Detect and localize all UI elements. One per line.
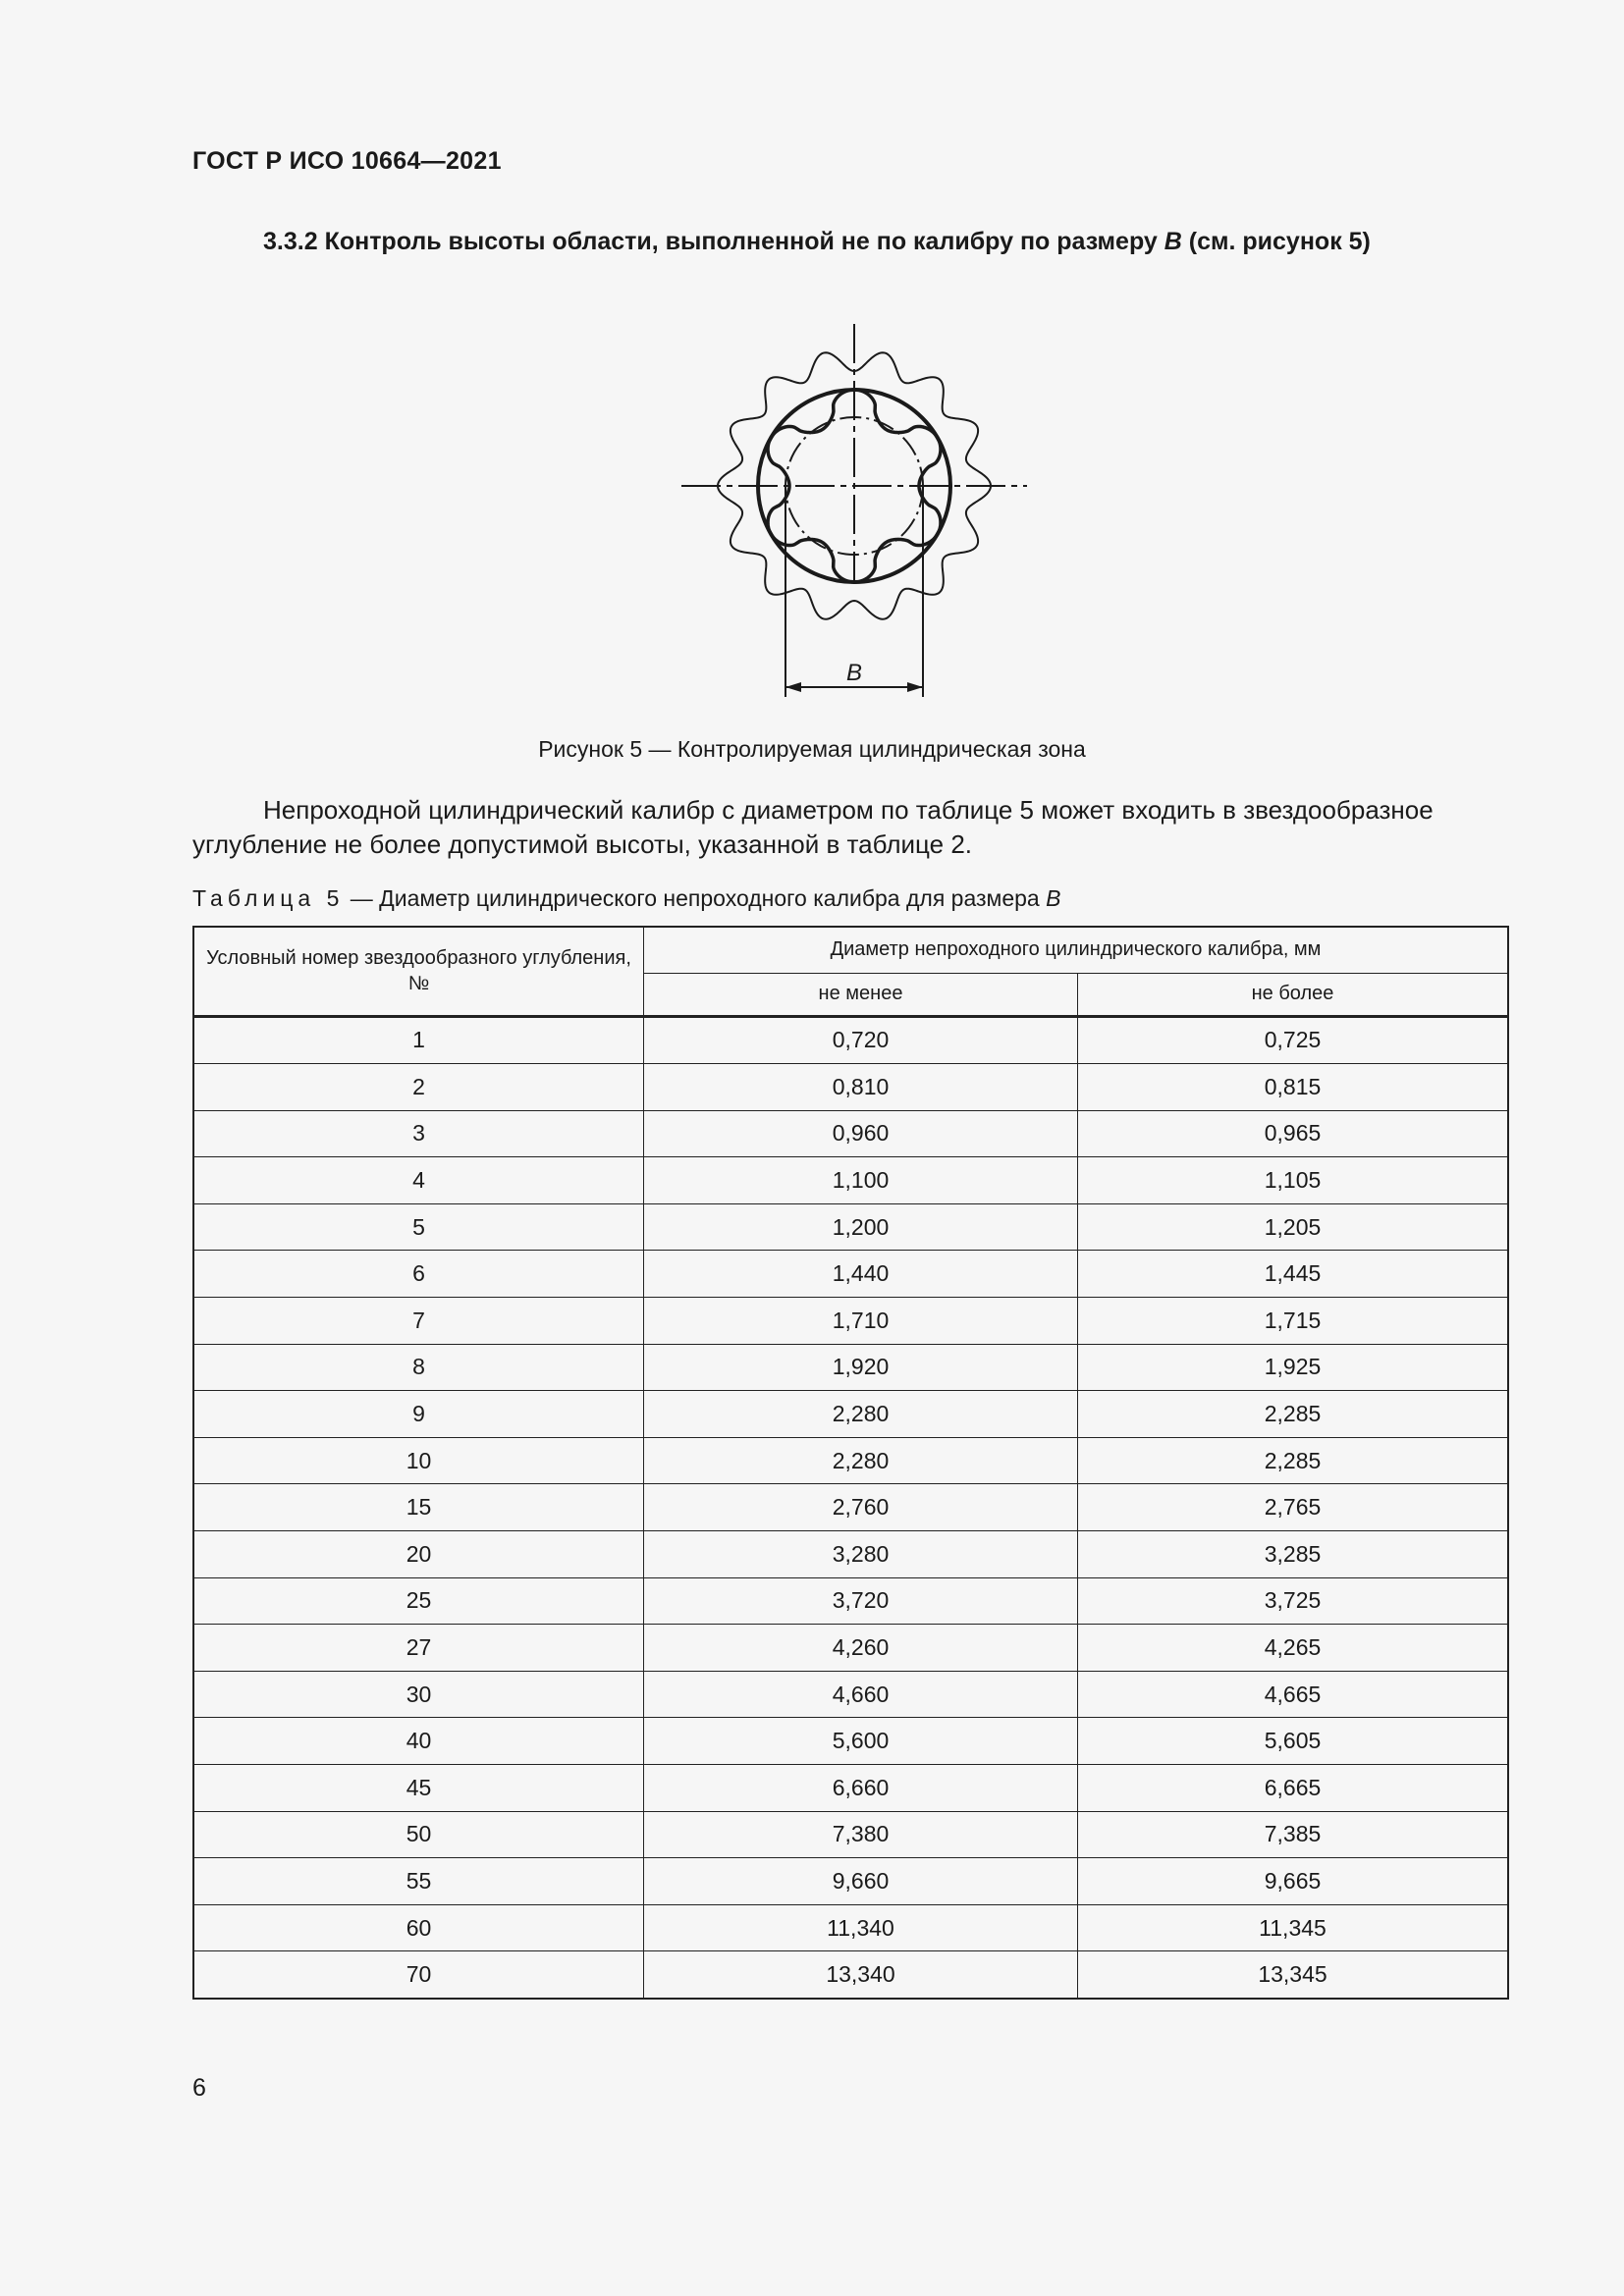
cell-recess-number: 3 (193, 1110, 644, 1157)
cell-max-diameter: 5,605 (1078, 1718, 1509, 1765)
cell-min-diameter: 2,280 (644, 1391, 1078, 1438)
table-row (193, 1110, 1508, 1157)
cell-recess-number: 9 (193, 1391, 644, 1438)
cell-max-diameter: 3,285 (1078, 1531, 1509, 1578)
cell-min-diameter: 9,660 (644, 1858, 1078, 1905)
cell-min-diameter: 1,440 (644, 1251, 1078, 1298)
table-title-text: Диаметр цилиндрического непроходного калибра для размера (379, 885, 1047, 911)
section-title (263, 228, 1371, 256)
cell-max-diameter: 2,765 (1078, 1484, 1509, 1531)
cell-max-diameter: 1,105 (1078, 1157, 1509, 1204)
cell-min-diameter: 7,380 (644, 1811, 1078, 1858)
cell-max-diameter: 0,965 (1078, 1110, 1509, 1157)
table-row (193, 1718, 1508, 1765)
section-number: 3.3.2 (263, 228, 318, 255)
cell-recess-number: 15 (193, 1484, 644, 1531)
cell-max-diameter: 3,725 (1078, 1577, 1509, 1625)
cell-min-diameter: 1,710 (644, 1298, 1078, 1345)
cell-recess-number: 8 (193, 1344, 644, 1391)
table-label: Таблица 5 (192, 885, 345, 911)
cell-max-diameter: 7,385 (1078, 1811, 1509, 1858)
table-row (193, 1344, 1508, 1391)
table-row (193, 1951, 1508, 1999)
section-title-symbol: B (1164, 228, 1182, 255)
header-max: не более (1078, 973, 1509, 1016)
diameter-table (192, 926, 1509, 2000)
cell-min-diameter: 11,340 (644, 1904, 1078, 1951)
cell-recess-number: 30 (193, 1671, 644, 1718)
cell-recess-number: 50 (193, 1811, 644, 1858)
table-row (193, 1484, 1508, 1531)
table-row (193, 1811, 1508, 1858)
section-title-after: (см. рисунок 5) (1181, 228, 1371, 255)
cell-min-diameter: 0,720 (644, 1016, 1078, 1064)
cell-recess-number: 60 (193, 1904, 644, 1951)
cell-max-diameter: 2,285 (1078, 1391, 1509, 1438)
paragraph-text: Непроходной цилиндрический калибр с диаметром по таблице 5 может входить в звездообразное углубление не более допустимой высоты, указанной в таблице 2. (192, 795, 1434, 859)
dimension-label: B (845, 660, 863, 686)
cell-recess-number: 40 (193, 1718, 644, 1765)
cell-recess-number: 45 (193, 1765, 644, 1812)
cell-max-diameter: 1,925 (1078, 1344, 1509, 1391)
table-row (193, 1016, 1508, 1064)
figure-caption: Рисунок 5 — Контролируемая цилиндрическая зона (538, 736, 1086, 762)
cell-max-diameter: 1,445 (1078, 1251, 1509, 1298)
cell-max-diameter: 1,715 (1078, 1298, 1509, 1345)
cell-min-diameter: 1,200 (644, 1203, 1078, 1251)
cell-recess-number: 27 (193, 1625, 644, 1672)
cell-max-diameter: 4,265 (1078, 1625, 1509, 1672)
table-title (192, 885, 1060, 912)
table-row (193, 1391, 1508, 1438)
cell-min-diameter: 0,960 (644, 1110, 1078, 1157)
table-dash: — (344, 885, 380, 911)
cell-min-diameter: 3,720 (644, 1577, 1078, 1625)
cell-recess-number: 25 (193, 1577, 644, 1625)
header-min: не менее (644, 973, 1078, 1016)
cell-max-diameter: 0,725 (1078, 1016, 1509, 1064)
cell-max-diameter: 1,205 (1078, 1203, 1509, 1251)
cell-min-diameter: 0,810 (644, 1064, 1078, 1111)
table-row (193, 1064, 1508, 1111)
table-row (193, 1203, 1508, 1251)
cell-min-diameter: 5,600 (644, 1718, 1078, 1765)
cell-max-diameter: 9,665 (1078, 1858, 1509, 1905)
cell-max-diameter: 13,345 (1078, 1951, 1509, 1999)
document-header: ГОСТ Р ИСО 10664—2021 (192, 147, 502, 175)
table-row (193, 1437, 1508, 1484)
table-row (193, 1765, 1508, 1812)
section-title-before: Контроль высоты области, выполненной не по калибру по размеру (324, 228, 1164, 255)
cell-max-diameter: 0,815 (1078, 1064, 1509, 1111)
cell-min-diameter: 2,280 (644, 1437, 1078, 1484)
table-row (193, 1577, 1508, 1625)
cell-recess-number: 1 (193, 1016, 644, 1064)
cell-recess-number: 20 (193, 1531, 644, 1578)
cell-max-diameter: 11,345 (1078, 1904, 1509, 1951)
dimension-arrow-left (785, 682, 801, 692)
table-title-symbol: B (1046, 885, 1061, 911)
table-row (193, 1251, 1508, 1298)
table-row (193, 1298, 1508, 1345)
cell-max-diameter: 6,665 (1078, 1765, 1509, 1812)
table-row (193, 1904, 1508, 1951)
table-row (193, 1531, 1508, 1578)
figure-star-recess (668, 314, 1041, 707)
cell-min-diameter: 13,340 (644, 1951, 1078, 1999)
cell-recess-number: 2 (193, 1064, 644, 1111)
table-row (193, 1671, 1508, 1718)
cell-recess-number: 70 (193, 1951, 644, 1999)
cell-min-diameter: 1,100 (644, 1157, 1078, 1204)
cell-recess-number: 4 (193, 1157, 644, 1204)
cell-min-diameter: 2,760 (644, 1484, 1078, 1531)
body-paragraph (192, 793, 1513, 862)
cell-recess-number: 6 (193, 1251, 644, 1298)
cell-recess-number: 5 (193, 1203, 644, 1251)
cell-min-diameter: 1,920 (644, 1344, 1078, 1391)
dimension-arrow-right (907, 682, 923, 692)
header-gauge-diameter: Диаметр непроходного цилиндрического калибра, мм (644, 927, 1509, 973)
table-row (193, 1625, 1508, 1672)
table-row (193, 1157, 1508, 1204)
cell-min-diameter: 4,260 (644, 1625, 1078, 1672)
cell-max-diameter: 4,665 (1078, 1671, 1509, 1718)
cell-max-diameter: 2,285 (1078, 1437, 1509, 1484)
table-row (193, 1858, 1508, 1905)
cell-min-diameter: 6,660 (644, 1765, 1078, 1812)
table-body (193, 1016, 1508, 1999)
cell-min-diameter: 3,280 (644, 1531, 1078, 1578)
cell-recess-number: 10 (193, 1437, 644, 1484)
figure-drawing (668, 314, 1041, 707)
cell-min-diameter: 4,660 (644, 1671, 1078, 1718)
page-number: 6 (192, 2074, 206, 2102)
cell-recess-number: 7 (193, 1298, 644, 1345)
cell-recess-number: 55 (193, 1858, 644, 1905)
header-recess-number: Условный номер звездообразного углубления, № (193, 927, 644, 1016)
